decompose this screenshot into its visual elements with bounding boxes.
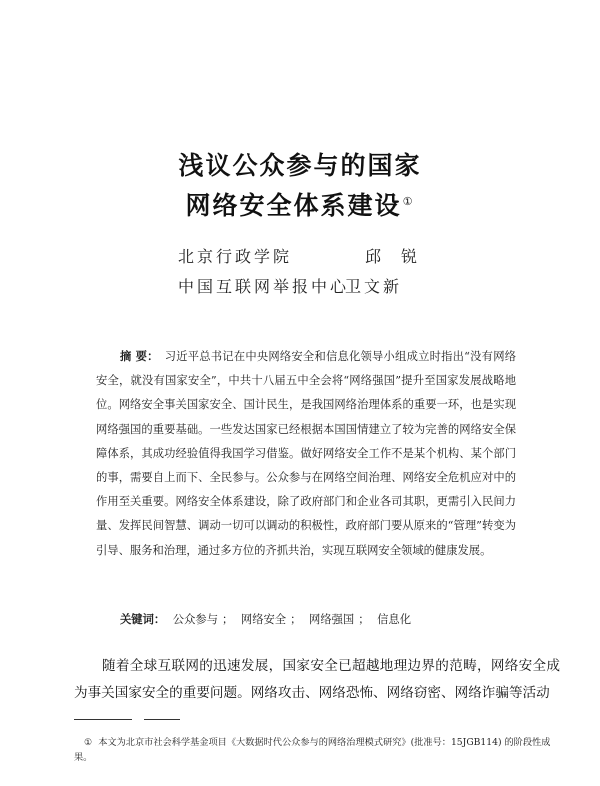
keyword-item: 公众参与 bbox=[172, 613, 218, 626]
footnote-divider bbox=[144, 719, 180, 720]
title-line-2-text: 网络安全体系建设 bbox=[185, 191, 402, 220]
author-name: 邱锐 bbox=[365, 247, 438, 266]
paper-title-line-1 bbox=[0, 146, 600, 182]
body-paragraph: 随着全球互联网的迅速发展，国家安全已超越地理边界的范畴，网络安全成为事关国家安全的重要问题。网络攻击、网络恐怖、网络窃密、网络诈骗等活动 bbox=[74, 658, 560, 701]
author-row bbox=[178, 274, 478, 296]
keyword-item: 信息化 bbox=[377, 613, 412, 626]
title-line-1-text: 浅议公众参与的国家 bbox=[178, 151, 422, 180]
keywords bbox=[120, 611, 520, 627]
keyword-separator: ； bbox=[222, 613, 234, 626]
footnote-mark: ① bbox=[84, 737, 93, 748]
abstract-label: 摘 要： bbox=[120, 349, 159, 363]
footnote-divider bbox=[74, 719, 132, 720]
title-footnote-mark[interactable]: ① bbox=[402, 194, 415, 208]
abstract-text: 习近平总书记在中央网络安全和信息化领导小组成立时指出“没有网络安全，就没有国家安全”，中共十八届五中全会将“网络强国”提升至国家发展战略地位。网络安全事关国家安全、国计民生，是我国网络治理体系的重要一环，也是实现网络强国的重要基础。一些发达国家已经根据本国国情建立了较为完善的网络安全保障体系，其成功经验值得我国学习借鉴。做好网络安全工作不是某个机构、某个部门的事，需要自上而下、全民参与。公众参与在网络空间治理、网络安全危机应对中的作用至关重要。网络安全体系建设，除了政府部门和企业各司其职，更需引入民间力量、发挥民间智慧、调动一切可以调动的积极性，政府部门要从原来的“管理”转变为引导、服务和治理，通过多方位的齐抓共治，实现互联网安全领域的健康发展。 bbox=[96, 350, 517, 557]
author-affiliation: 中国互联网举报中心 bbox=[178, 277, 350, 296]
keyword-item: 网络安全 bbox=[240, 613, 287, 626]
paper-title-line-2 bbox=[0, 186, 600, 222]
footnote-text: 本文为北京市社会科学基金项目《大数据时代公众参与的网络治理模式研究》(批准号：15JGB114) 的阶段性成果。 bbox=[74, 737, 551, 763]
keyword-item: 网络强国 bbox=[309, 613, 355, 626]
keyword-separator: ； bbox=[358, 613, 370, 626]
keywords-label: 关键词： bbox=[120, 612, 166, 626]
footnote bbox=[74, 735, 560, 765]
author-name: 卫文新 bbox=[345, 277, 403, 296]
body-text bbox=[74, 653, 560, 707]
keyword-separator: ； bbox=[290, 613, 302, 626]
abstract bbox=[96, 344, 516, 563]
author-row bbox=[178, 244, 478, 266]
author-affiliation: 北京行政学院 bbox=[178, 247, 293, 266]
